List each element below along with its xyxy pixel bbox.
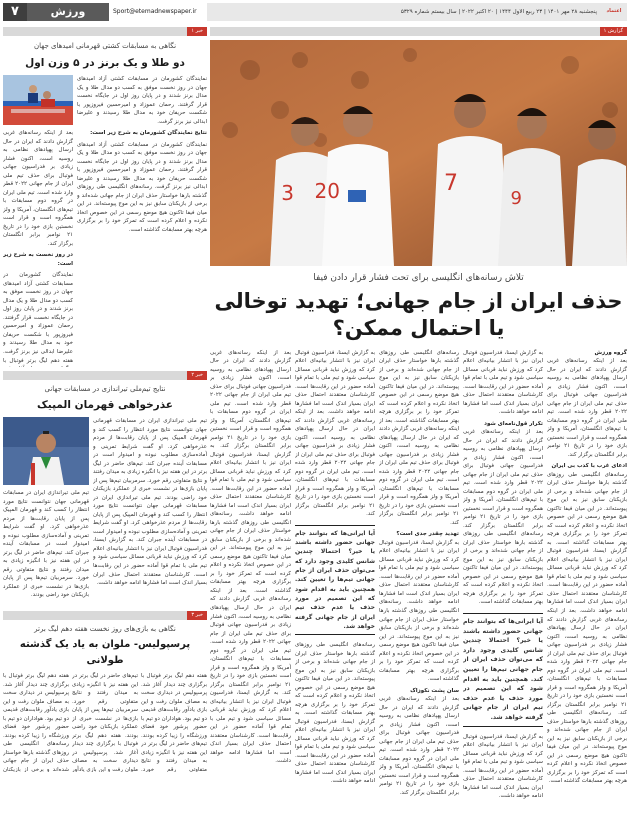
wrestling-body-right: نمایندگان کشورمان در مسابقات کشتی آزاد امیدهای جهان در روز نخست موفق به کسب دو مدال طلا و یک مدال برنز شدند و در پایان روز اول در جایگاه نخست قرار گرفتند. رحمان عموزاد و امیرحسین فیروزپور با شکست حریفان خود به مدال طلا رسیدند و علیرضا ابدالی نیز برنز گرفت. نتایج نمایند‌گان کشورمان به شرح زیر است: نمایندگان کشورمان در مسابقات کشتی آزاد امیدهای جهان در روز نخست موفق به کسب دو مدال طلا و یک مدال برنز شدند و در پایان روز اول در جایگاه نخست قرار گرفتند. رحمان عموزاد و امیرحسین فیروزپور با شکست حریفان خود به مدال طلا رسیدند و علیرضا ابدالی نیز برنز گرفت. رسانه‌های انگلیسی طی روزهای گذشته بارها خواستار حذف ایران از جام جهانی شده‌اند و برخی از بازیکنان سابق نیز به این موج پیوسته‌اند. در این میان فیفا تاکنون هیچ موضع رسمی در این خصوص اتخاذ نکرده و اعلام کرده است که تمرکز خود را بر برگزاری هرچه بهتر مسابقات گذاشته است. <box>77 76 207 233</box>
pull-quote: آیا ایرانی‌ها که بتوانند جام جهانی حضور داشته باشند یا خیر؟ احتمالا چندین شانس کلیدی وجود دارد که می‌توان حذف ایران از جام جهانی تیم‌ها را تعیین کند. همچنین باید به اقدام شود که این تصمیم در مورد حذف یا عدم حذف تیم ایران از جام جهانی گرفته خواهد شد. <box>463 613 543 727</box>
persepolis-headline: پرسپولیس- ملوان به یاد یک گذشته طولانی <box>19 639 191 666</box>
main-subhead-5: سان پشت نکوزاک <box>410 687 459 694</box>
wrestling-photo <box>3 75 73 125</box>
main-col-1: گروه ورزش بعد از اینکه رسانه‌های غربی گزارش دادند که ایران در حال ارسال پهپادهای نظامی به روسیه است، اکنون فشار زیادی بر فدراسیون جهانی فوتبال برای حذف تیم ملی ایران از جام جهانی ۲۰۲۲ قطر وارد شده است. تیم ملی ایران در گروه دوم مسابقات با تیم‌های انگلستان، آمریکا و ولز همگروه است و قرار است نخستین بازی خود را در تاریخ ۲۱ نوامبر برابر انگلستان برگزار کند. ادعای غرب با کذب بی ایران رسانه‌های انگلیسی طی روزهای گذشته بارها خواستار حذف ایران از جام جهانی شده‌اند و برخی از بازیکنان سابق نیز به این موج پیوسته‌اند. در این میان فیفا تاکنون هیچ موضع رسمی در این خصوص اتخاذ نکرده و اعلام کرده است که تمرکز خود را بر برگزاری هرچه بهتر مسابقات گذاشته است. به گزارش ایسنا، فدراسیون فوتبال ایران نیز با انتشار بیانیه‌ای اعلام کرد که ورزش نباید قربانی مسائل سیاسی شود و تیم ملی با تمام قوا آماده حضور در این رقابت‌ها است. کارشناسان معتقدند احتمال حذف ایران بسیار اندک است اما فشارها ادامه خواهد داشت. بعد از اینکه رسانه‌های غربی گزارش دادند که ایران در حال ارسال پهپادهای نظامی به روسیه است، اکنون فشار زیادی بر فدراسیون جهانی فوتبال برای حذف تیم ملی ایران از جام جهانی ۲۰۲۲ قطر وارد شده است. تیم ملی ایران در گروه دوم مسابقات با تیم‌های انگلستان، آمریکا و ولز همگروه است و قرار است نخستین بازی خود را در تاریخ ۲۱ نوامبر برابر انگلستان برگزار کند. رسانه‌های انگلیسی طی روزهای گذشته بارها خواستار حذف ایران از جام جهانی شده‌اند و برخی از بازیکنان سابق نیز به این موج پیوسته‌اند. در این میان فیفا تاکنون هیچ موضع رسمی در این خصوص اتخاذ نکرده و اعلام کرده است که تمرکز خود را بر برگزاری هرچه بهتر مسابقات گذاشته است. <box>547 349 627 785</box>
main-col-2: به گزارش ایسنا، فدراسیون فوتبال ایران نیز با انتشار بیانیه‌ای اعلام کرد که ورزش نباید قربانی مسائل سیاسی شود و تیم ملی با تمام قوا آماده حضور در این رقابت‌ها است. کارشناسان معتقدند احتمال حذف ایران بسیار اندک است اما فشارها ادامه خواهد داشت. تکرار قول‌نامه‌ای شود بعد از اینکه رسانه‌های غربی گزارش دادند که ایران در حال ارسال پهپادهای نظامی به روسیه است، اکنون فشار زیادی بر فدراسیون جهانی فوتبال برای حذف تیم ملی ایران از جام جهانی ۲۰۲۲ قطر وارد شده است. تیم ملی ایران در گروه دوم مسابقات با تیم‌های انگلستان، آمریکا و ولز همگروه است و قرار است نخستین بازی خود را در تاریخ ۲۱ نوامبر برابر انگلستان برگزار کند. رسانه‌های انگلیسی طی روزهای گذشته بارها خواستار حذف ایران از جام جهانی شده‌اند و برخی از بازیکنان سابق نیز به این موج پیوسته‌اند. در این میان فیفا تاکنون هیچ موضع رسمی در این خصوص اتخاذ نکرده و اعلام کرده است که تمرکز خود را بر برگزاری هرچه بهتر مسابقات گذاشته است. آیا ایرانی‌ها که بتوانند جام جهانی حضور داشته باشند یا خیر؟ احتمالا چندین شانس کلیدی وجود دارد که می‌توان حذف ایران از جام جهانی تیم‌ها را تعیین کند. همچنین باید به اقدام شود که این تصمیم در مورد حذف یا عدم حذف تیم ایران از جام جهانی گرفته خواهد شد. به گزارش ایسنا، فدراسیون فوتبال ایران نیز با انتشار بیانیه‌ای اعلام کرد که ورزش نباید قربانی مسائل سیاسی شود و تیم ملی با تمام قوا آماده حضور در این رقابت‌ها است. کارشناسان معتقدند احتمال حذف ایران بسیار اندک است اما فشارها ادامه خواهد داشت. <box>463 349 543 800</box>
persepolis-col-2: تیم‌های حاضر در لیگ برتر در این هفته نیز با انگیزه زیادی به میدان رفتند و نتایج متفاوتی رقم خورد. سرمربیان تیم‌ها پس از پایان بازی‌ها در نشست خبری از عملکرد بازیکنان خود راضی بودند. هفته دهم لیگ برتر فوتبال با برگزاری چند دیدار آغاز شد. پرسپولیس در دیداری سخت به مصاف ملوان رفت و این بازی یادآور <box>72 673 138 773</box>
section-email: Sport@etemadnewspaper.ir <box>113 8 197 15</box>
wrestling-body-left: بعد از اینکه رسانه‌های غربی گزارش دادند که ایران در حال ارسال پهپادهای نظامی به روسیه است، اکنون فشار زیادی بر فدراسیون جهانی فوتبال برای حذف تیم ملی ایران از جام جهانی ۲۰۲۲ قطر وارد شده است. تیم ملی ایران در گروه دوم مسابقات با تیم‌های انگلستان، آمریکا و ولز همگروه است و قرار است نخستین بازی خود را در تاریخ ۲۱ نوامبر برابر انگلستان برگزار کند. در روز نخست به شرح زیر است: نمایندگان کشورمان در مسابقات کشتی آزاد امیدهای جهان در روز نخست موفق به کسب دو مدال طلا و یک مدال برنز شدند و در پایان روز اول در جایگاه نخست قرار گرفتند. رحمان عموزاد و امیرحسین فیروزپور با شکست حریفان خود به مدال طلا رسیدند و علیرضا ابدالی نیز برنز گرفت. هفته دهم لیگ برتر فوتبال با <box>3 130 73 364</box>
shooting-kicker: نتایج تیم‌ملی تیراندازی در مسابقات جهانی <box>44 385 166 394</box>
wrestling-subhead: نتایج نمایند‌گان کشورمان به شرح زیر است: <box>90 130 207 137</box>
story-tag: خبر ۳ <box>3 611 207 620</box>
section-title: ورزش <box>27 3 109 21</box>
persepolis-col-1: هفته دهم لیگ برتر فوتبال با برگزاری چند دیدار آغاز شد. پرسپولیس در دیداری سخت به مصاف ملوان رفت و این بازی یادآور رقابت‌های قدیمی دو تیم بود. هواداران دو تیم با حضور پرشور خود فضای ورزشگاه را زیبا کرده بودند. تیم‌های حاضر در لیگ برتر در این هفته نیز با انگیزه زیادی به میدان رفتند و نتایج متفاوتی رقم خورد. <box>141 673 207 773</box>
persepolis-col-3: هفته دهم لیگ برتر فوتبال با برگزاری چند دیدار آغاز شد. پرسپولیس در دیداری سخت به مصاف ملوان رفت و این بازی یادآور رقابت‌های قدیمی دو تیم بود. هواداران دو تیم با حضور پرشور خود فضای ورزشگاه را زیبا کرده بودند. رسانه‌های انگلیسی طی روزهای گذشته بارها خواستار حذف ایران از جام جهانی شده‌اند و برخی از بازیکنان <box>3 673 69 773</box>
main-subhead-3: تکرار قول‌نامه‌ای شود <box>484 420 543 427</box>
wrestling-kicker: نگاهی به مسابقات کشتی قهرمانی امیدهای جهان <box>33 42 177 50</box>
shooting-body-right: تیم ملی تیراندازی ایران در مسابقات قهرمانی جهان نتوانست نتایج مورد انتظار را کسب کند و قهرمان المپیک پس از پایان رقابت‌ها از مردم عذرخواهی کرد. او گفت شرایط تمرینی و آماده‌سازی مطلوب نبوده و امیدوار است در مسابقات آینده جبران کند. تیم‌های حاضر در لیگ برتر در این هفته نیز با انگیزه زیادی به میدان رفتند و نتایج متفاوتی رقم خورد. سرمربیان تیم‌ها پس از پایان بازی‌ها در نشست خبری از عملکرد بازیکنان خود راضی بودند. تیم ملی تیراندازی ایران در مسابقات قهرمانی جهان نتوانست نتایج مورد انتظار را کسب کند و قهرمان المپیک پس از پایان رقابت‌ها از مردم عذرخواهی کرد. او گفت شرایط تمرینی و آماده‌سازی مطلوب نبوده و امیدوار است در مسابقات آینده جبران کند. به گزارش ایسنا، فدراسیون فوتبال ایران نیز با انتشار بیانیه‌ای اعلام کرد که ورزش نباید قربانی مسائل سیاسی شود و تیم ملی با تمام قوا آماده حضور در این رقابت‌ها است. کارشناسان معتقدند احتمال حذف ایران بسیار اندک است اما فشارها ادامه خواهد داشت. <box>93 418 207 587</box>
dateline: پنجشنبه ۲۸ مهر ۱۴۰۱ | ۲۳ ربیع الاول ۱۴۴۴ | ۲۰ اکتبر ۲۰۲۲ | سال بیستم شماره ۵۳۲۹ <box>207 3 601 21</box>
wrestling-subhead-2: در روز نخست به شرح زیر است: <box>3 252 73 267</box>
story-tag: خبر ۱ <box>3 27 207 36</box>
shooting-body-left: تیم ملی تیراندازی ایران در مسابقات قهرمانی جهان نتوانست نتایج مورد انتظار را کسب کند و قهرمان المپیک پس از پایان رقابت‌ها از مردم عذرخواهی کرد. او گفت شرایط تمرینی و آماده‌سازی مطلوب نبوده و امیدوار است در مسابقات آینده جبران کند. تیم‌های حاضر در لیگ برتر در این هفته نیز با انگیزه زیادی به میدان رفتند و نتایج متفاوتی رقم خورد. سرمربیان تیم‌ها پس از پایان بازی‌ها در نشست خبری از عملکرد بازیکنان خود راضی بودند. <box>3 490 89 599</box>
main-kicker: تلاش رسانه‌های انگلیسی برای تحت فشار قرار دادن فیفا <box>313 273 524 283</box>
logo-text: اعتماد <box>606 8 622 15</box>
left-column <box>3 27 207 772</box>
page-header <box>3 3 627 21</box>
svg-text:7: 7 <box>444 171 458 196</box>
main-column <box>210 27 627 820</box>
wrestling-headline: دو طلا و یک برنز در ۵ وزن اول <box>25 56 185 69</box>
main-col-5: بعد از اینکه رسانه‌های غربی گزارش دادند که ایران در حال ارسال پهپادهای نظامی به روسیه است، اکنون فشار زیادی بر فدراسیون جهانی فوتبال برای حذف تیم ملی ایران از جام جهانی ۲۰۲۲ قطر وارد شده است. تیم ملی ایران در گروه دوم مسابقات با تیم‌های انگلستان، آمریکا و ولز همگروه است و قرار است نخستین بازی خود را در تاریخ ۲۱ نوامبر برابر انگلستان برگزار کند. به گزارش ایسنا، فدراسیون فوتبال ایران نیز با انتشار بیانیه‌ای اعلام کرد که ورزش نباید قربانی مسائل سیاسی شود و تیم ملی با تمام قوا آماده حضور در این رقابت‌ها است. کارشناسان معتقدند احتمال حذف ایران بسیار اندک است اما فشارها ادامه خواهد داشت. رسانه‌های انگلیسی طی روزهای گذشته بارها خواستار حذف ایران از جام جهانی شده‌اند و برخی از بازیکنان سابق نیز به این موج پیوسته‌اند. در این میان فیفا تاکنون هیچ موضع رسمی در این خصوص اتخاذ نکرده و اعلام کرده است که تمرکز خود را بر برگزاری هرچه بهتر مسابقات گذاشته است. بعد از اینکه رسانه‌های غربی گزارش دادند که ایران در حال ارسال پهپادهای نظامی به روسیه است، اکنون فشار زیادی بر فدراسیون جهانی فوتبال برای حذف تیم ملی ایران از جام جهانی ۲۰۲۲ قطر وارد شده است. تیم ملی ایران در گروه دوم مسابقات با تیم‌های انگلستان، آمریکا و ولز همگروه است و قرار است نخستین بازی خود را در تاریخ ۲۱ نوامبر برابر انگلستان برگزار کند. به گزارش ایسنا، فدراسیون فوتبال ایران نیز با انتشار بیانیه‌ای اعلام کرد که ورزش نباید قربانی مسائل سیاسی شود و تیم ملی با تمام قوا آماده حضور در این رقابت‌ها است. کارشناسان معتقدند احتمال حذف ایران بسیار اندک است اما فشارها ادامه خواهد داشت. <box>210 349 291 765</box>
svg-text:20: 20 <box>314 179 340 203</box>
main-subhead-2: ادعای غرب با کذب بی ایران <box>551 463 627 470</box>
main-subhead-4: تهدید چقدر جدی است؟ <box>396 531 459 538</box>
page-number: ۷ <box>3 3 27 21</box>
main-col-3: رسانه‌های انگلیسی طی روزهای گذشته بارها خواستار حذف ایران از جام جهانی شده‌اند و برخی از بازیکنان سابق نیز به این موج پیوسته‌اند. در این میان فیفا تاکنون هیچ موضع رسمی در این خصوص اتخاذ نکرده و اعلام کرده است که تمرکز خود را بر برگزاری هرچه بهتر مسابقات گذاشته است. بعد از اینکه رسانه‌های غربی گزارش دادند که ایران در حال ارسال پهپادهای نظامی به روسیه است، اکنون فشار زیادی بر فدراسیون جهانی فوتبال برای حذف تیم ملی ایران از جام جهانی ۲۰۲۲ قطر وارد شده است. تیم ملی ایران در گروه دوم مسابقات با تیم‌های انگلستان، آمریکا و ولز همگروه است و قرار است نخستین بازی خود را در تاریخ ۲۱ نوامبر برابر انگلستان برگزار کند. تهدید چقدر جدی است؟ به گزارش ایسنا، فدراسیون فوتبال ایران نیز با انتشار بیانیه‌ای اعلام کرد که ورزش نباید قربانی مسائل سیاسی شود و تیم ملی با تمام قوا آماده حضور در این رقابت‌ها است. کارشناسان معتقدند احتمال حذف ایران بسیار اندک است اما فشارها ادامه خواهد داشت. رسانه‌های انگلیسی طی روزهای گذشته بارها خواستار حذف ایران از جام جهانی شده‌اند و برخی از بازیکنان سابق نیز به این موج پیوسته‌اند. در این میان فیفا تاکنون هیچ موضع رسمی در این خصوص اتخاذ نکرده و اعلام کرده است که تمرکز خود را بر برگزاری هرچه بهتر مسابقات گذاشته است. سان پشت نکوزاک بعد از اینکه رسانه‌های غربی گزارش دادند که ایران در حال ارسال پهپادهای نظامی به روسیه است، اکنون فشار زیادی بر فدراسیون جهانی فوتبال برای حذف تیم ملی ایران از جام جهانی ۲۰۲۲ قطر وارد شده است. تیم ملی ایران در گروه دوم مسابقات با تیم‌های انگلستان، آمریکا و ولز همگروه است و قرار است نخستین بازی خود را در تاریخ ۲۱ نوامبر برابر انگلستان برگزار کند. <box>379 349 459 796</box>
shooting-photo <box>3 417 89 485</box>
main-headline: حذف ایران از جام جهانی؛ تهدید توخالی یا احتمال ممکن؟ <box>214 288 623 341</box>
main-subhead-1: گروه ورزش <box>594 349 627 356</box>
shooting-headline: عذرخواهی قهرمان المپیک <box>37 398 173 411</box>
pull-quote-2: آیا ایرانی‌ها که بتوانند جام جهانی حضور داشته باشند یا خیر؟ احتمالا چندین شانس کلیدی وجود دارد که می‌توان حذف ایران از جام جهانی تیم‌ها را تعیین کند. همچنین باید به اقدام شود که این تصمیم در مورد حذف یا عدم حذف تیم ایران از جام جهانی گرفته خواهد شد. <box>295 525 375 635</box>
persepolis-kicker: نگاهی به بازی‌های روز نخست هفته دهم لیگ برتر <box>34 625 176 634</box>
main-col-4: به گزارش ایسنا، فدراسیون فوتبال ایران نیز با انتشار بیانیه‌ای اعلام کرد که ورزش نباید قربانی مسائل سیاسی شود و تیم ملی با تمام قوا آماده حضور در این رقابت‌ها است. کارشناسان معتقدند احتمال حذف ایران بسیار اندک است اما فشارها ادامه خواهد داشت. بعد از اینکه رسانه‌های غربی گزارش دادند که ایران در حال ارسال پهپادهای نظامی به روسیه است، اکنون فشار زیادی بر فدراسیون جهانی فوتبال برای حذف تیم ملی ایران از جام جهانی ۲۰۲۲ قطر وارد شده است. تیم ملی ایران در گروه دوم مسابقات با تیم‌های انگلستان، آمریکا و ولز همگروه است و قرار است نخستین بازی خود را در تاریخ ۲۱ نوامبر برابر انگلستان برگزار کند. آیا ایرانی‌ها که بتوانند جام جهانی حضور داشته باشند یا خیر؟ احتمالا چندین شانس کلیدی وجود دارد که می‌توان حذف ایران از جام جهانی تیم‌ها را تعیین کند. همچنین باید به اقدام شود که این تصمیم در مورد حذف یا عدم حذف تیم ایران از جام جهانی گرفته خواهد شد. رسانه‌های انگلیسی طی روزهای گذشته بارها خواستار حذف ایران از جام جهانی شده‌اند و برخی از بازیکنان سابق نیز به این موج پیوسته‌اند. در این میان فیفا تاکنون هیچ موضع رسمی در این خصوص اتخاذ نکرده و اعلام کرده است که تمرکز خود را بر برگزاری هرچه بهتر مسابقات گذاشته است. به گزارش ایسنا، فدراسیون فوتبال ایران نیز با انتشار بیانیه‌ای اعلام کرد که ورزش نباید قربانی مسائل سیاسی شود و تیم ملی با تمام قوا آماده حضور در این رقابت‌ها است. کارشناسان معتقدند احتمال حذف ایران بسیار اندک است اما فشارها ادامه خواهد داشت. <box>295 349 375 785</box>
story-tag: خبر ۲ <box>3 371 207 380</box>
team-photo <box>210 40 627 266</box>
newspaper-logo <box>601 3 627 21</box>
svg-text:3: 3 <box>281 181 294 205</box>
story-tag: گزارش ۱ <box>210 27 627 36</box>
svg-text:9: 9 <box>510 188 522 209</box>
